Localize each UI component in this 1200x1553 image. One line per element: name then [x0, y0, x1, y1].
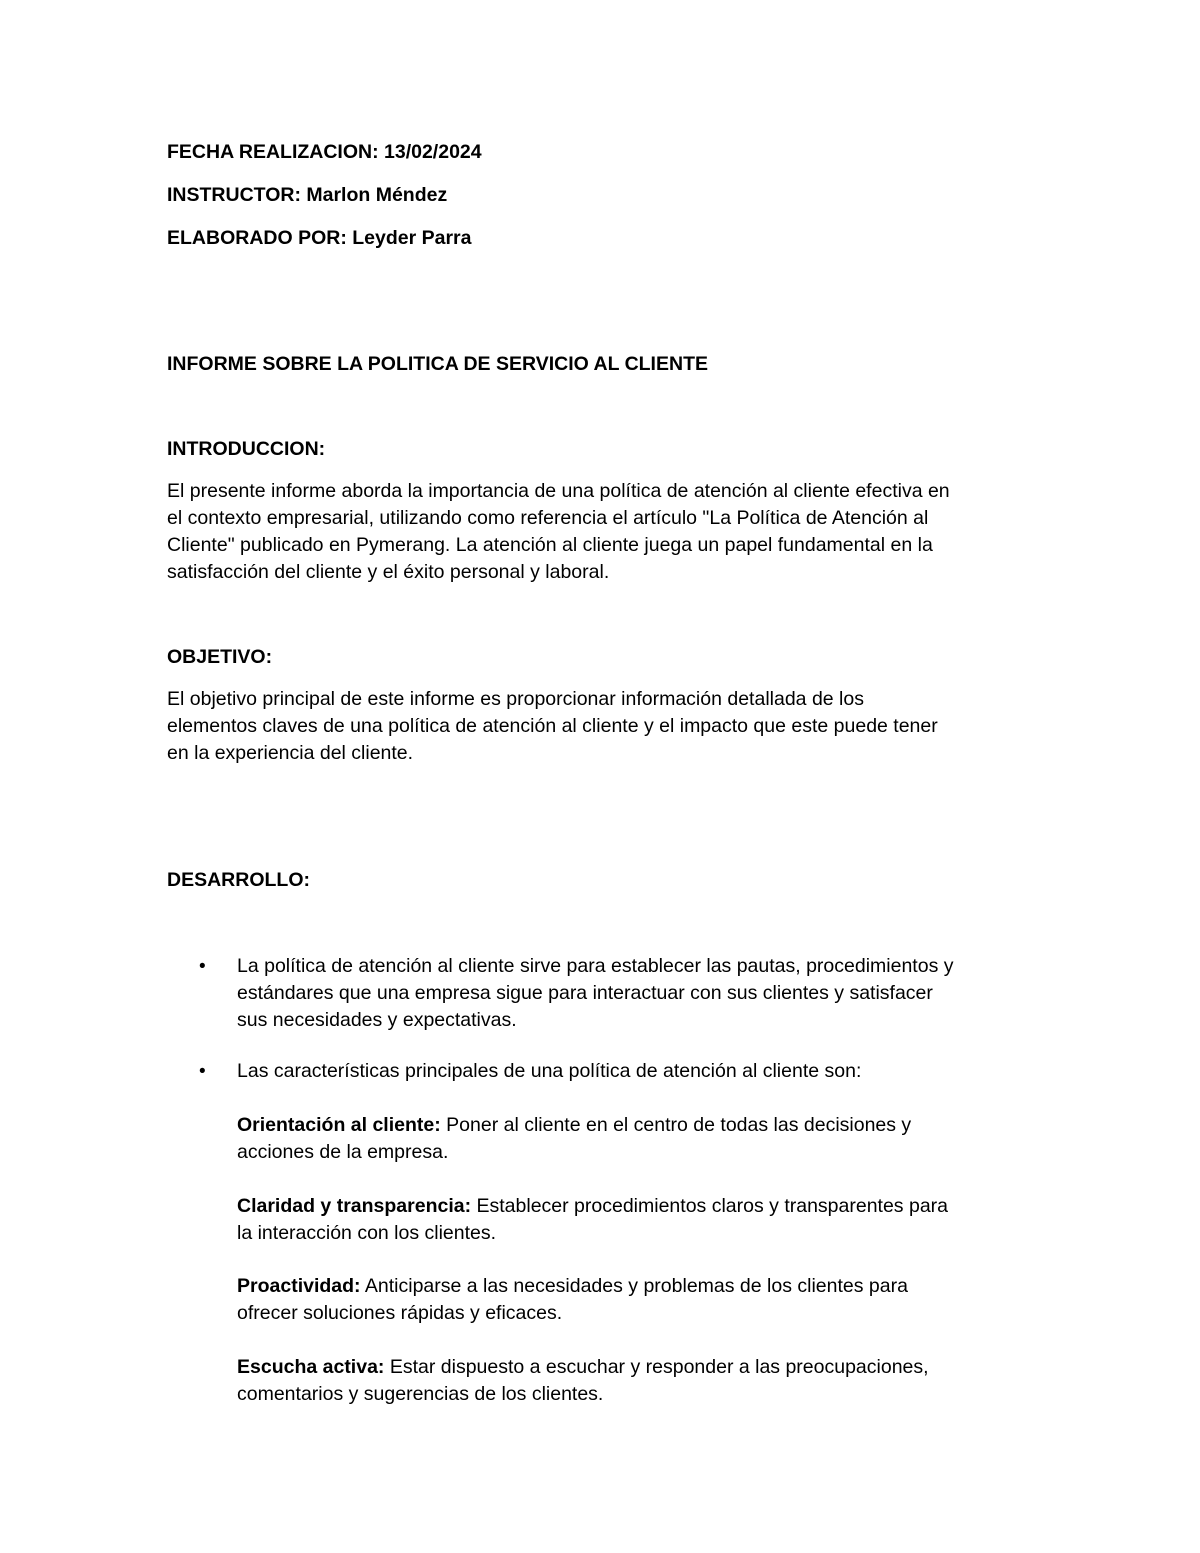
bullet-item [237, 1058, 1057, 1085]
introduccion-paragraph [167, 478, 1047, 586]
feature-text: ofrecer soluciones rápidas y eficaces. [237, 1302, 563, 1324]
feature-item [237, 1112, 1057, 1166]
objetivo-heading: OBJETIVO: [167, 646, 273, 668]
feature-term: Proactividad: [237, 1275, 361, 1297]
objetivo-line: en la experiencia del cliente. [167, 742, 414, 764]
feature-text: acciones de la empresa. [237, 1141, 449, 1163]
document-title: INFORME SOBRE LA POLITICA DE SERVICIO AL CLIENTE [167, 353, 708, 375]
bullet-icon: • [199, 956, 206, 977]
feature-term: Orientación al cliente: [237, 1114, 441, 1136]
objetivo-line: El objetivo principal de este informe es proporcionar información detallada de los [167, 688, 864, 710]
bullet-line: La política de atención al cliente sirve para establecer las pautas, procedimientos y [237, 955, 954, 977]
feature-item [237, 1193, 1057, 1247]
feature-text: Anticiparse a las necesidades y problemas de los clientes para [360, 1275, 908, 1297]
introduccion-line: El presente informe aborda la importancia de una política de atención al cliente efectiva en [167, 480, 950, 502]
feature-text: Poner al cliente en el centro de todas las decisiones y [440, 1114, 912, 1136]
bullet-line: Las características principales de una política de atención al cliente son: [237, 1060, 862, 1082]
bullet-icon: • [199, 1061, 206, 1082]
fecha-realizacion: FECHA REALIZACION: 13/02/2024 [167, 141, 482, 163]
feature-text: Estar dispuesto a escuchar y responder a las preocupaciones, [384, 1356, 929, 1378]
feature-item [237, 1273, 1057, 1327]
feature-text: Establecer procedimientos claros y transparentes para [471, 1195, 948, 1217]
bullet-item [237, 953, 1057, 1034]
introduccion-heading: INTRODUCCION: [167, 438, 326, 460]
feature-text: comentarios y sugerencias de los clientes. [237, 1383, 604, 1405]
introduccion-line: satisfacción del cliente y el éxito personal y laboral. [167, 561, 610, 583]
introduccion-line: el contexto empresarial, utilizando como referencia el artículo "La Política de Atención al [167, 507, 929, 529]
feature-term: Escucha activa: [237, 1356, 385, 1378]
feature-item [237, 1354, 1057, 1408]
introduccion-line: Cliente" publicado en Pymerang. La atención al cliente juega un papel fundamental en la [167, 534, 933, 556]
instructor: INSTRUCTOR: Marlon Méndez [167, 184, 448, 206]
objetivo-line: elementos claves de una política de atención al cliente y el impacto que este puede tener [167, 715, 938, 737]
objetivo-paragraph [167, 686, 1047, 767]
bullet-line: sus necesidades y expectativas. [237, 1009, 517, 1031]
desarrollo-heading: DESARROLLO: [167, 869, 310, 891]
elaborado-por: ELABORADO POR: Leyder Parra [167, 227, 472, 249]
feature-text: la interacción con los clientes. [237, 1222, 497, 1244]
bullet-line: estándares que una empresa sigue para interactuar con sus clientes y satisfacer [237, 982, 933, 1004]
feature-term: Claridad y transparencia: [237, 1195, 472, 1217]
